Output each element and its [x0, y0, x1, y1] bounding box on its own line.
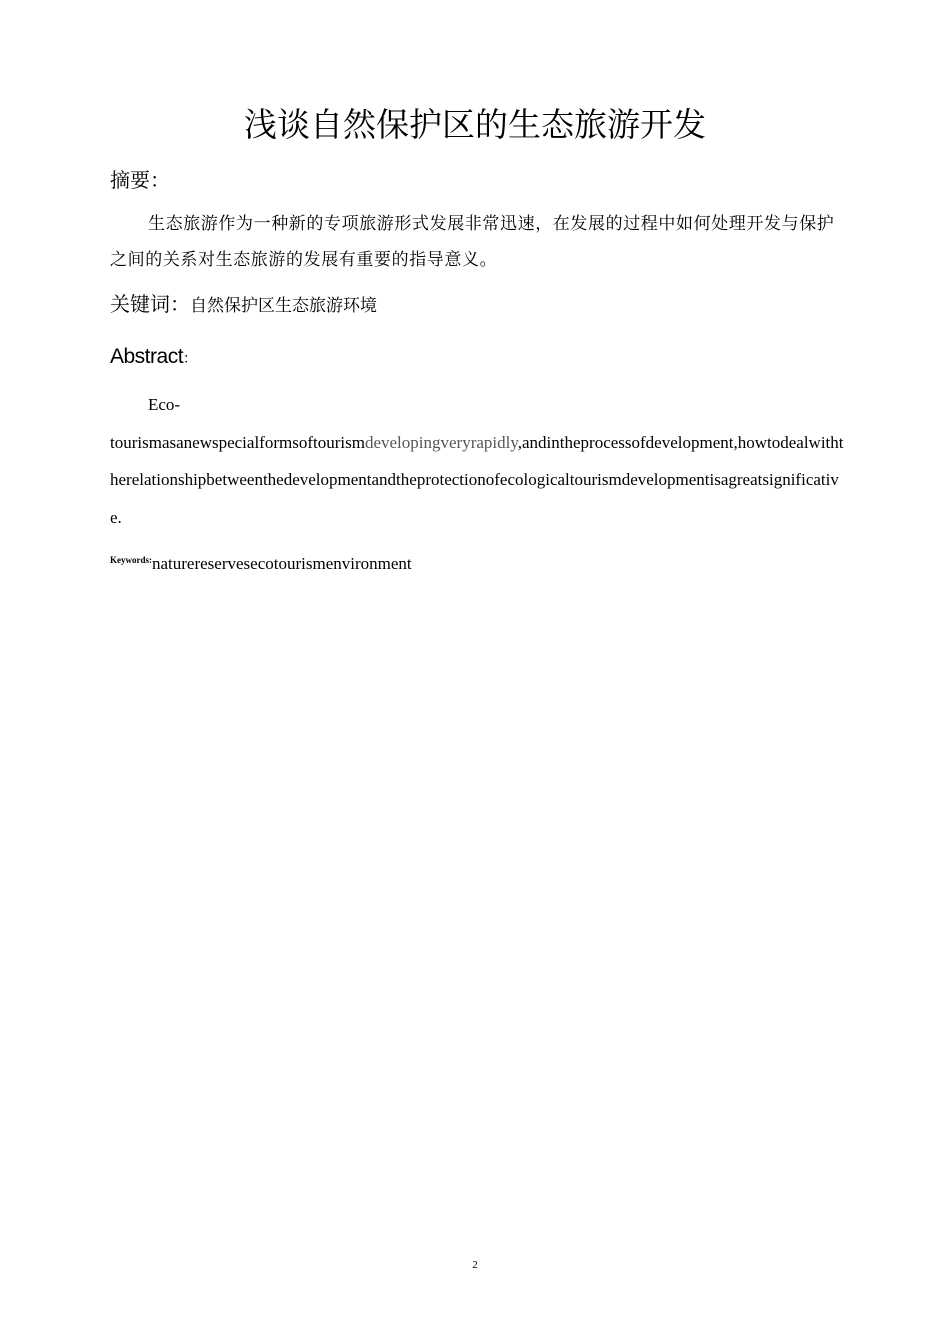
abstract-zh-heading: 摘要：	[110, 168, 170, 192]
abstract-en-part3: ,andintheprocessofdevelopment,howtodealwiththerelationshipbetweenthedevelopmentandtheprotectionofecologicaltourismdevelopmentisagreatsignificative.	[110, 432, 844, 527]
keywords-en-label: Keywords:	[110, 555, 152, 565]
keywords-en	[110, 546, 412, 578]
abstract-en-heading-colon: ：	[183, 351, 197, 367]
keywords-zh-label: 关键词：	[110, 292, 190, 316]
abstract-zh-text: 生态旅游作为一种新的专项旅游形式发展非常迅速，在发展的过程中如何处理开发与保护之间的关系对生态旅游的发展有重要的指导意义。	[110, 214, 835, 270]
keywords-en-value: naturereservesecotourismenvironment	[152, 554, 412, 573]
abstract-en-heading	[110, 342, 197, 374]
abstract-en-line1: Eco-	[148, 395, 181, 414]
abstract-en-part1: tourismasanewspecialformsoftourism	[110, 432, 365, 452]
abstract-zh-body	[110, 206, 840, 278]
abstract-en-body	[110, 386, 845, 536]
keywords-zh-value: 自然保护区生态旅游环境	[190, 296, 377, 316]
page-title: 浅谈自然保护区的生态旅游开发	[244, 105, 706, 144]
page-number: 2	[472, 1259, 478, 1271]
keywords-zh	[110, 290, 377, 320]
abstract-en-heading-text: Abstract	[110, 345, 184, 368]
abstract-en-part2: developingveryrapidly	[364, 432, 518, 452]
